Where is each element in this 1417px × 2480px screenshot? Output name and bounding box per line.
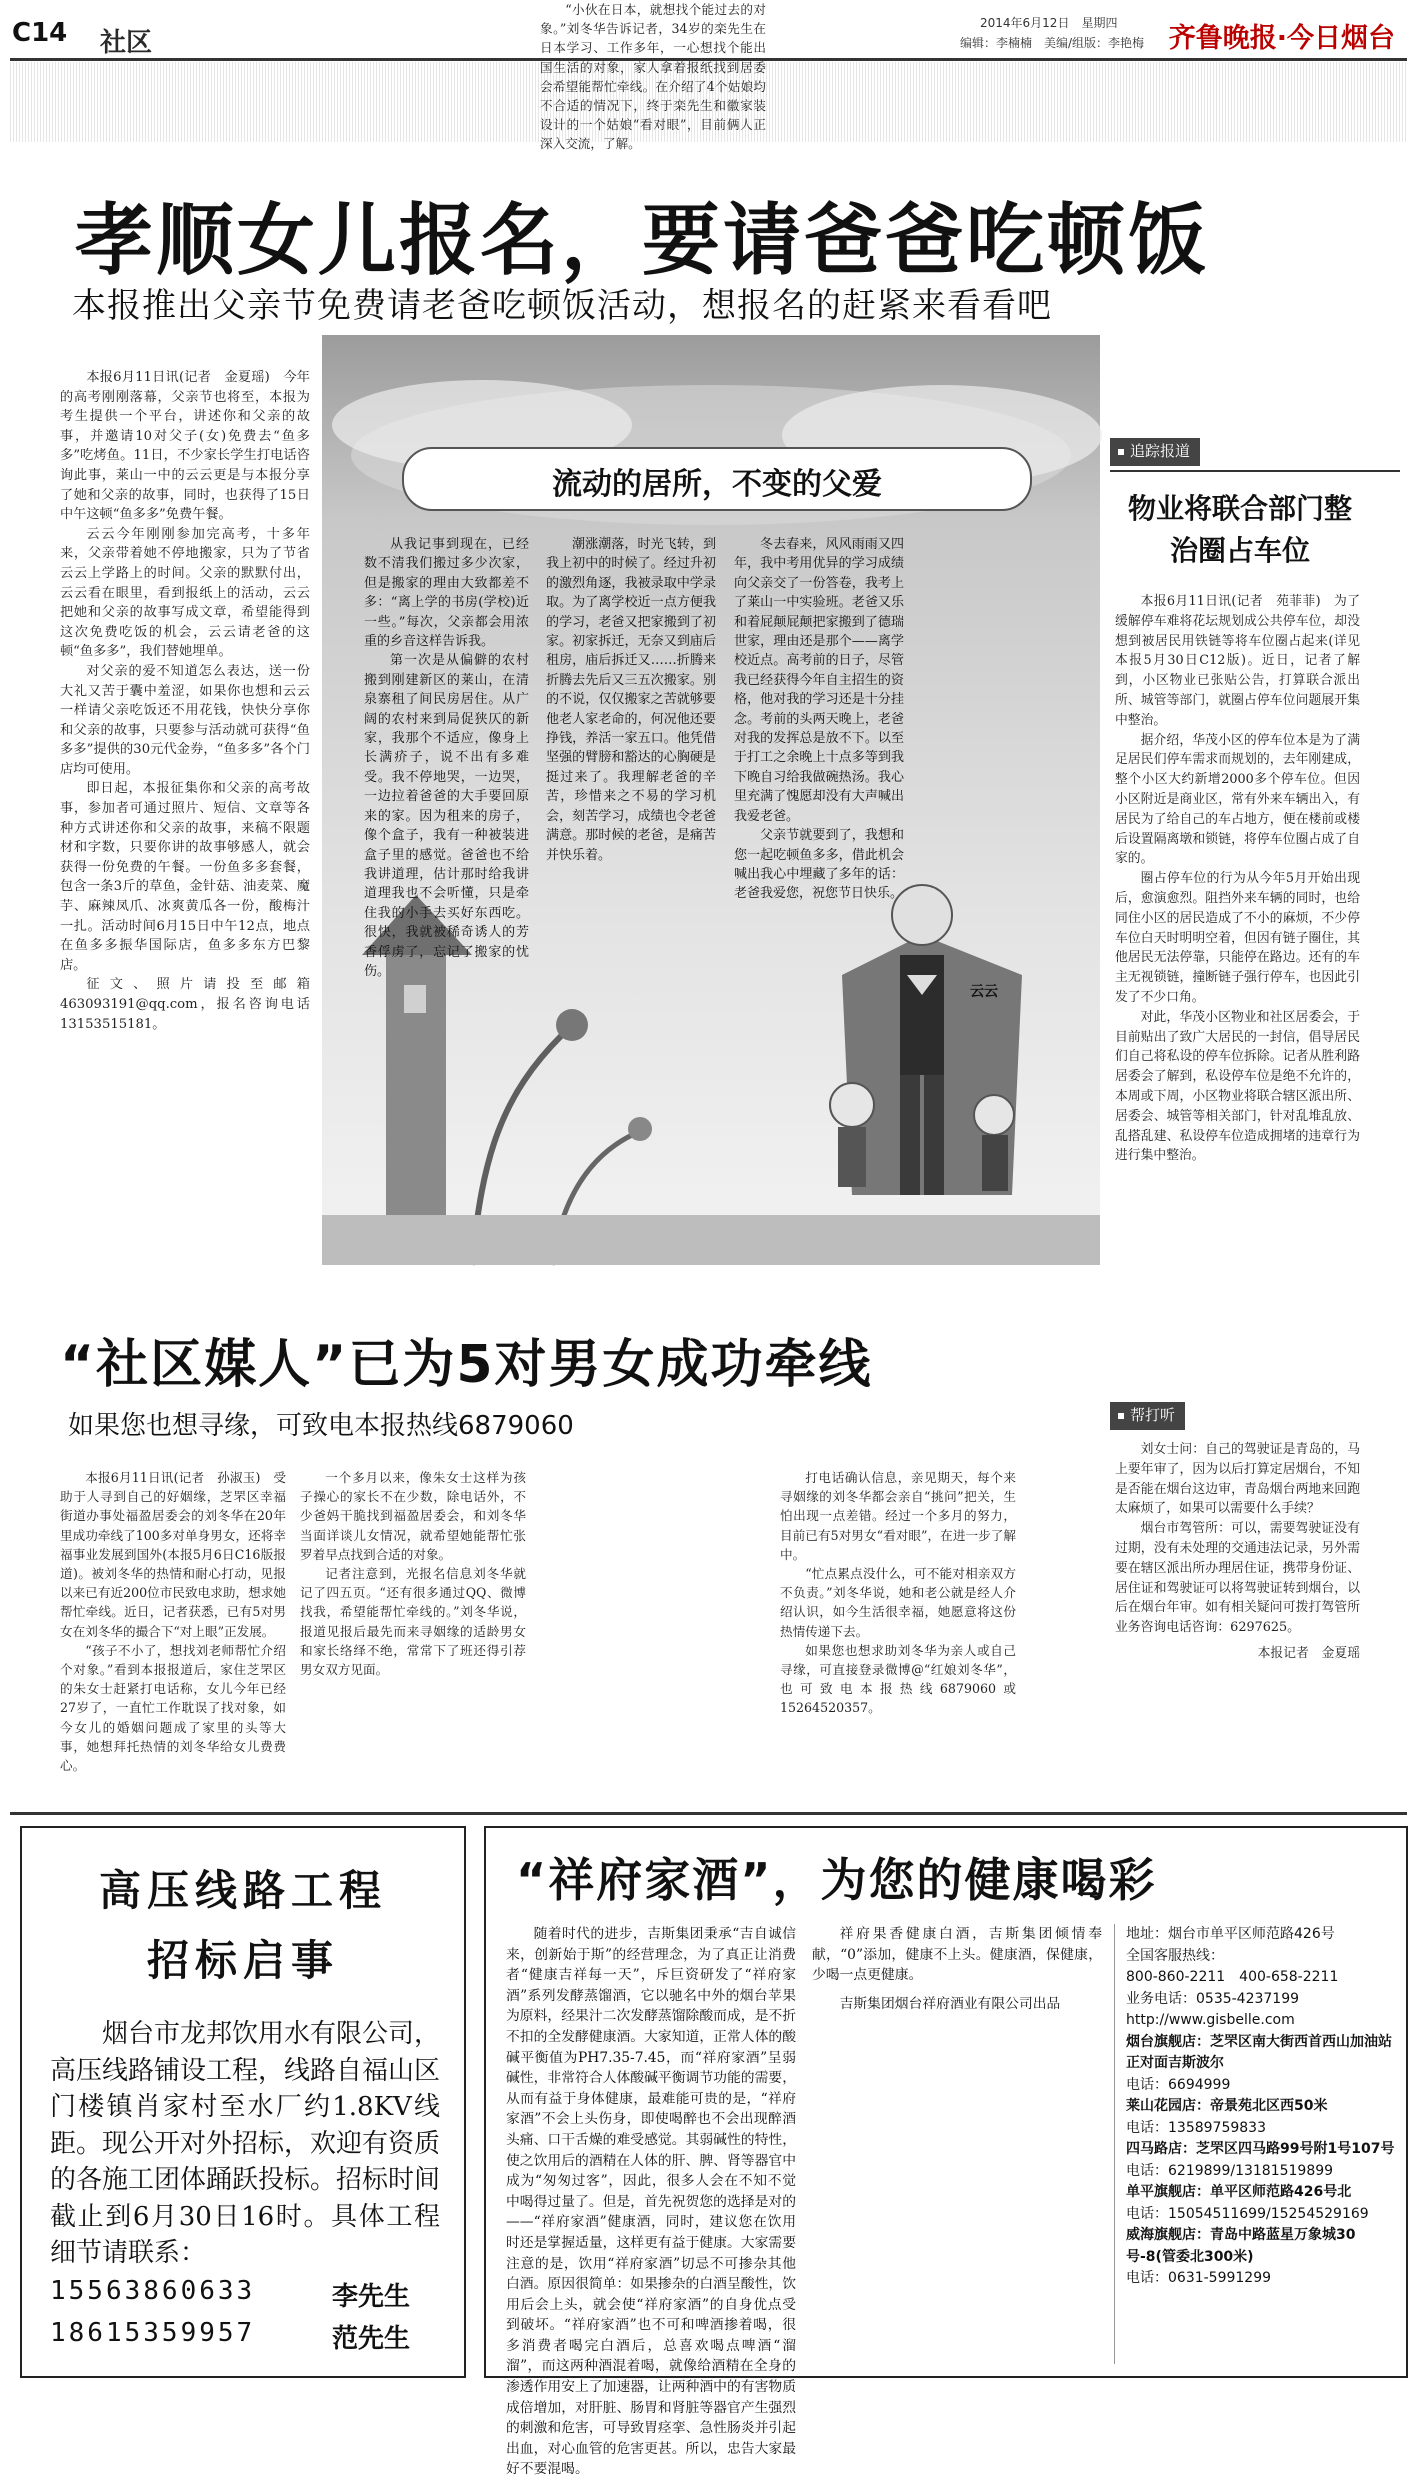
feature-column [734,535,904,904]
store-line: 地址：烟台市单平区师范路426号 [1126,1926,1335,1942]
newspaper-brand: 齐鲁晚报·今日烟台 [1168,23,1395,54]
story2-column [780,1468,1016,1718]
story2-column [60,1468,286,1775]
story2-column [300,1468,526,1679]
feature-paragraph: 父亲节就要到了，我想和您一起吃顿鱼多多，借此机会喊出我心中埋藏了多年的话：老爸我爱您，祝您节日快乐。 [734,828,904,902]
help-paragraph: 刘女士问：自己的驾驶证是青岛的，马上要年审了，因为以后打算定居烟台，不知是否能在烟台这边审，青岛烟台两地来回跑太麻烦了，如果可以需要什么手续？ [1115,1442,1360,1517]
store-line: 电话：6219899/13181519899 [1126,2162,1334,2179]
side-paragraph: 对此，华茂小区物业和社区居委会，于目前贴出了致广大居民的一封信，倡导居民们自己将私设的停车位拆除。记者从胜利路居委会了解到，私设停车位是绝不允许的，本周或下周，小区物业将联合辖区派出所、居委会、城管等相关部门，针对乱堆乱放、乱搭乱建、私设停车位造成拥堵的违章行为进行集中整治。 [1115,1009,1360,1164]
store-list [1126,1924,1396,2290]
feature-author: 云云 [970,984,998,1000]
story1-column [60,368,310,1034]
editor-line: 编辑：李楠楠 美编/组版：李艳梅 [960,36,1145,50]
liquor-ad-paragraph: 祥府果香健康白酒，吉斯集团倾情奉献，“0”添加，健康不上头。健康酒，保健康，少喝一点更健康。 [812,1926,1102,1984]
store-line: 电话：13589759833 [1126,2119,1266,2136]
liquor-ad-paragraph: 随着时代的进步，吉斯集团秉承“吉自诚信来，创新始于斯”的经营理念，为了真正让消费者“健康吉祥每一天”，斥巨资研发了“祥府家酒”系列发酵蒸馏酒，它以驰名中外的烟台苹果为原料，经果汁二次发酵蒸馏除酸而成，是不折不扣的全发酵健康酒。大家知道，正常人体的酸碱平衡值为PH7.35-7.45，而“祥府家酒”呈弱碱性，非常符合人体酸碱平衡调节功能的需要，从而有益于身体健康，最难能可贵的是，“祥府家酒”不会上头伤身，即使喝醉也不会出现醉酒头痛、口干舌燥的难受感觉。其弱碱性的特性，使之饮用后的酒精在人体的肝、脾、肾等器官中成为“匆匆过客”，因此，很多人会在不知不觉中喝得过量了。但是，首先祝贺您的选择是对的——“祥府家酒”健康酒，同时，建议您在饮用时还是掌握适量，这样更有益于健康。大家需要注意的是，饮用“祥府家酒”切忌不可掺杂其他白酒。原因很简单：如果掺杂的白酒呈酸性，饮用后会上头，就会使“祥府家酒”的自身优点受到破坏。“祥府家酒”也不可和啤酒掺着喝，很多消费者喝完白酒后，总喜欢喝点啤酒“溜溜”，而这两种酒混着喝，就像给酒精在全身的渗透作用安上了加速器，让两种酒中的有害物质成倍增加，对肝脏、肠胃和肾脏等器官产生强烈的刺激和危害，可导致胃痉挛、急性肠炎并引起出血，对心血管的危害更甚。所以，忠告大家最好不要混喝。 [506,1926,796,2478]
feature-text [364,535,1074,1125]
feature-column [546,535,716,865]
tender-title-line1: 高压线路工程 [98,1866,387,1915]
feature-title-box [402,447,1032,511]
side-column [1115,592,1360,1166]
date-line: 2014年6月12日 星期四 [980,16,1118,30]
store-line: 全国客服热线： [1126,1947,1224,1964]
contact-phone: 18615359957 [50,2318,256,2348]
story1-paragraph: 本报6月11日讯(记者 金夏瑶) 今年的高考刚刚落幕，父亲节也将至，本报为考生提供一个平台，讲述你和父亲的故事，并邀请10对父子(女)免费去“鱼多多”吃烤鱼。11日，不少家长学生打电话咨询此事，莱山一中的云云更是与本报分享了她和父亲的故事，同时，也获得了15日中午这顿“鱼多多”免费午餐。 [60,370,310,523]
story1-paragraph: 对父亲的爱不知道怎么表达，送一份大礼又苦于囊中羞涩，如果你也想和云云一样请父亲吃饭还不用花钱，快快分享你和父亲的故事，只要参与活动就可获得“鱼多多”提供的30元代金券，“鱼多多”各个门店均可使用。 [60,663,310,777]
liquor-ad-title: “祥府家酒”，为您的健康喝彩 [516,1853,1157,1907]
feature-illustration [322,335,1100,1265]
side-paragraph: 本报6月11日讯(记者 苑菲菲) 为了缓解停车难将花坛规划成公共停车位，却没想到被居民用铁链等将车位圈占起来(详见本报5月30日C12版)。近日，记者了解到，小区物业已张贴公告，打算联合派出所、城管等部门，就圈占停车位问题展开集中整治。 [1115,594,1360,728]
story2-paragraph: 如果您也想求助刘冬华为亲人或自己寻缘，可直接登录微博@“红娘刘冬华”，也可致电本报热线6879060或15264520357。 [780,1642,1016,1716]
store-line: 烟台旗舰店：芝罘区南大街西首西山加油站正对面吉斯波尔 [1126,2033,1392,2071]
contact-phone: 15563860633 [50,2276,256,2306]
story2-headline: “社区媒人”已为5对男女成功牵线 [60,1335,873,1395]
store-line: 800-860-2211 400-658-2211 [1126,1969,1339,1985]
store-line: http://www.gisbelle.com [1126,2012,1295,2028]
main-subhead: 本报推出父亲节免费请老爸吃顿饭活动，想报名的赶紧来看看吧 [72,286,1052,326]
story2-paragraph: “忙点累点没什么，可不能对相亲双方不负责。”刘冬华说，她和老公就是经人介绍认识，如今生活很幸福，她愿意将这份热情传递下去。 [780,1566,1016,1639]
store-line: 四马路店：芝罘区四马路99号附1号107号 [1126,2141,1395,2157]
tag-help-inquiry: 帮打听 [1110,1402,1185,1430]
contact-name: 范先生 [332,2324,411,2354]
feature-title: 流动的居所，不变的父爱 [552,467,882,502]
store-line: 电话：15054511699/15254529169 [1126,2205,1369,2222]
story2-subhead: 如果您也想寻缘，可致电本报热线6879060 [68,1411,574,1441]
story1-paragraph: 即日起，本报征集你和父亲的高考故事，参加者可通过照片、短信、文章等各种方式讲述你和父亲的故事，来稿不限题材和字数，只要你讲的故事够感人，就会获得一份免费的午餐。一份鱼多多套餐，包含一条3斤的草鱼，金针菇、油麦菜、魔芋、麻辣凤爪、冰爽黄瓜各一份，酸梅汁一扎。活动时间6月15日中午12点，地点在鱼多多振华国际店，鱼多多东方巴黎店。 [60,781,310,973]
story2-paragraph: 打电话确认信息，亲见期天，每个来寻姻缘的刘冬华都会亲自“挑问”把关，生怕出现一点差错。经过一个多月的努力，目前已有5对男女“看对眼”，在进一步了解中。 [780,1470,1016,1562]
side-rule [1110,470,1400,472]
liquor-ad-column [506,1924,796,2478]
story1-paragraph: 云云今年刚刚参加完高考，十多年来，父亲带着她不停地搬家，只为了节省云云上学路上的时间。父亲的默默付出，云云看在眼里，看到报纸上的活动，云云把她和父亲的故事写成文章，希望能得到这次免费吃饭的机会，云云请老爸的这顿“鱼多多”，我们替她埋单。 [60,526,310,660]
page-number: C14 [12,18,68,48]
side-paragraph: 圈占停车位的行为从今年5月开始出现后，愈演愈烈。阻挡外来车辆的同时，也给同住小区的居民造成了不小的麻烦，不少停车位白天时明明空着，但因有链子圈住，其他居民无法停靠，只能停在路边。还有的车主无视锁链，撞断链子强行停车，也因此引发了不少口角。 [1115,871,1360,1005]
feature-column [364,535,529,981]
story2-column [540,0,766,154]
story2-paragraph: 记者注意到，光报名信息刘冬华就记了四五页。“还有很多通过QQ、微博找我，希望能帮忙牵线的。”刘冬华说，报道见报后最先而来寻姻缘的适龄男女和家长络绎不绝，常常下了班还得引荐男女双方见面。 [300,1566,526,1678]
story2-paragraph: “小伙在日本，就想找个能过去的对象。”刘冬华告诉记者，34岁的栾先生在日本学习、工作多年，一心想找个能出国生活的对象，家人拿着报纸找到居委会希望能帮忙牵线。在介绍了4个姑娘均不合适的情况下，终于栾先生和徽家装设计的一个姑娘“看对眼”，目前俩人正深入交流，了解。 [540,2,766,152]
liquor-ad-footer: 吉斯集团烟台祥府酒业有限公司出品 [839,1995,1061,2012]
feature-paragraph: 从我记事到现在，已经数不清我们搬过多少次家，但是搬家的理由大致都差不多：“离上学的书房(学校)近一些。”每次，父亲都会用浓重的乡音这样告诉我。 [364,537,529,650]
section-name: 社区 [100,28,153,58]
tender-paragraph: 烟台市龙邦饮用水有限公司，高压线路铺设工程，线路自福山区门楼镇肖家村至水厂约1.8KV线距。现公开对外招标，欢迎有资质的各施工团体踊跃投标。招标时间截止到6月30日16时。具体工程细节请联系： [50,2019,441,2268]
side-headline: 物业将联合部门整治圈占车位 [1127,492,1352,567]
ads-rule [10,1812,1407,1815]
story2-paragraph: 本报6月11日讯(记者 孙淑玉) 受助于人寻到自己的好姻缘，芝罘区幸福街道办事处福盈居委会的刘冬华在20年里成功牵线了100多对单身男女，还将幸福事业发展到国外(本报5月6日C16版报道)。被刘冬华的热情和耐心打动，见报以来已有近200位市民致电求助，想求她帮忙牵线。近日，记者获悉，已有5对男女在刘冬华的撮合下“对上眼”正发展。 [60,1470,286,1639]
side-paragraph: 据介绍，华茂小区的停车位本是为了满足居民们停车需求而规划的，去年刚建成，整个小区大约新增2000多个停车位。但因小区附近是商业区，常有外来车辆出入，有居民为了给自己的车占地方，便在楼前或楼后设置隔离墩和锁链，将停车位圈占成了自家的。 [1115,732,1360,867]
store-line: 电话：0631-5991299 [1126,2270,1272,2286]
story2-paragraph: “孩子不小了，想找刘老师帮忙介绍个对象。”看到本报报道后，家住芝罘区的朱女士赶紧打电话称，女儿今年已经27岁了，一直忙工作耽误了找对象，如今女儿的婚姻问题成了家里的头等大事，她想拜托热情的刘冬华给女儿费费心。 [60,1642,286,1774]
feature-paragraph: 第一次是从偏僻的农村搬到刚建新区的莱山，在清泉寨租了间民房居住。从广阔的农村来到局促狭仄的新家，我那个不适应，像身上长满疥子，说不出有多难受。我不停地哭，一边哭，一边拉着爸爸的大手要回原来的家。因为租来的房子，像个盒子，我有一种被装进盒子里的感觉。爸爸也不给我讲道理，估计那时给我讲道理我也不会听懂，只是牵住我的小手去买好东西吃。很快，我就被稀奇诱人的芳香俘虏了，忘记了搬家的忧伤。 [364,653,529,979]
liquor-ad [484,1826,1408,2478]
feature-paragraph: 潮涨潮落，时光飞转，到我上初中的时候了。经过升初的激烈角逐，我被录取中学录取。为了离学校近一点方便我的学习，老爸又把家搬到了初家。初家拆迁，无奈又到庙后租房，庙后拆迁又……折腾来折腾去先后又三五次搬家。别的不说，仅仅搬家之苦就够要他老人家老命的，何况他还要挣钱，养活一家五口。他凭借坚强的臂膀和豁达的心胸硬是挺过来了。我理解老爸的辛苦，珍惜来之不易的学习机会，刻苦学习，成绩也令老爸满意。那时候的老爸，是痛苦并快乐着。 [546,537,716,863]
liquor-ad-divider [1114,1924,1115,2364]
tender-body [50,2016,440,2272]
store-line: 业务电话：0535-4237199 [1126,1990,1300,2007]
main-headline: 孝顺女儿报名，要请爸爸吃顿饭 [75,196,1210,286]
store-line: 电话：6694999 [1126,2076,1231,2093]
help-byline: 本报记者 金夏瑶 [1257,1645,1360,1661]
story1-paragraph: 征文、照片请投至邮箱463093191@qq.com，报名咨询电话13153515181。 [60,977,310,1032]
store-line: 威海旗舰店：青岛中路蓝星万象城30号-8(管委北300米) [1126,2227,1356,2265]
store-line: 单平旗舰店：单平区师范路426号北 [1126,2184,1352,2200]
tag-tracking-report: 追踪报道 [1110,438,1200,466]
story2-paragraph: 一个多月以来，像朱女士这样为孩子操心的家长不在少数，除电话外，不少爸妈干脆找到福盈居委会，和刘冬华当面详谈儿女情况，就希望她能帮忙张罗着早点找到合适的对象。 [300,1470,526,1562]
help-column [1115,1440,1360,1664]
store-line: 莱山花园店：帝景苑北区西50米 [1126,2098,1328,2114]
contact-name: 李先生 [332,2282,411,2312]
tender-notice-ad [20,1826,466,2378]
liquor-ad-column [812,1924,1102,2014]
feature-paragraph: 冬去春来，风风雨雨又四年，我中考用优异的学习成绩向父亲交了一份答卷，我考上了莱山一中实验班。老爸又乐和着屁颠屁颠把家搬到了德瑞世家，理由还是那个——离学校近点。高考前的日子，尽管我已经获得今年自主招生的资格，他对我的学习还是十分挂念。考前的头两天晚上，老爸对我的发挥总是放不下。以至于打工之余晚上十点多等到我下晚自习给我做碗热汤。我心里充满了愧愿却没有大声喊出我爱老爸。 [734,537,904,824]
tender-title-line2: 招标启事 [146,1936,339,1985]
help-paragraph: 烟台市驾管所：可以，需要驾驶证没有过期，没有未处理的交通违法记录，另外需要在辖区派出所办理居住证，携带身份证、居住证和驾驶证可以将驾驶证转到烟台，以后在烟台年审。如有相关疑问可拨打驾管所业务咨询电话咨询：6297625。 [1115,1521,1360,1636]
liquor-ad-body [506,1924,1106,2478]
